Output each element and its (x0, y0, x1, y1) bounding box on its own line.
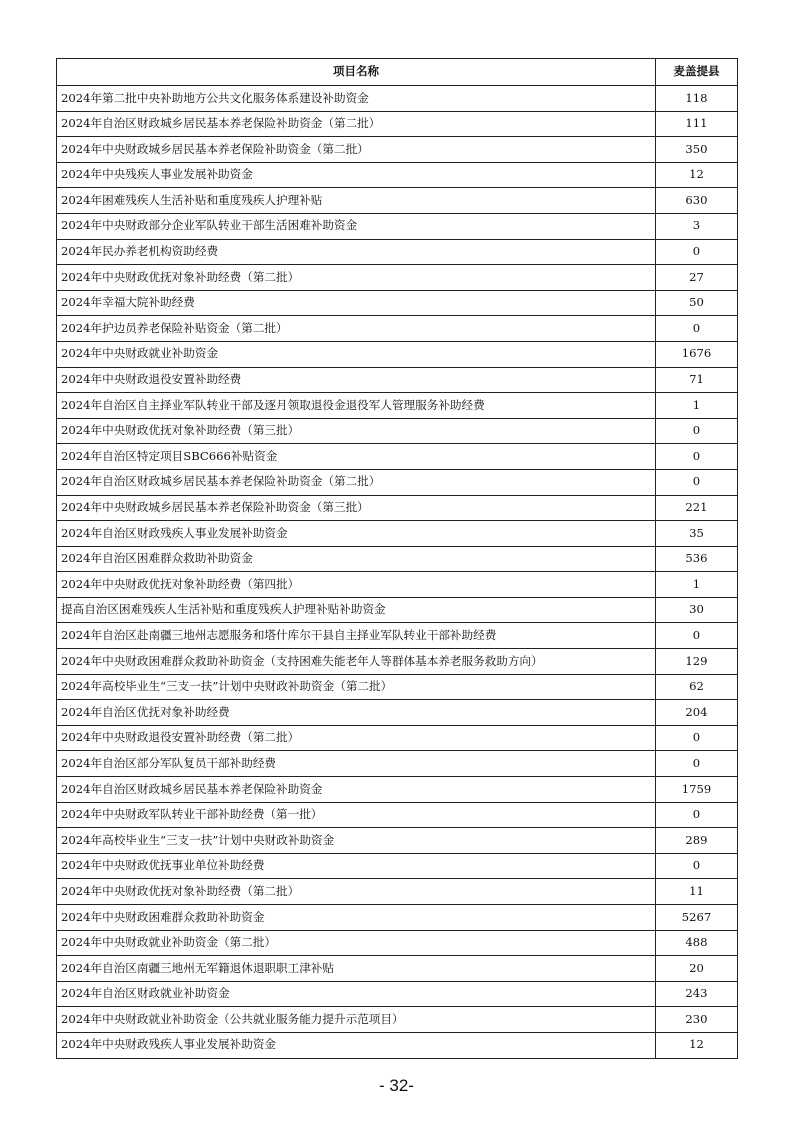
project-name-cell: 2024年困难残疾人生活补贴和重度残疾人护理补贴 (57, 188, 656, 214)
amount-cell: 243 (656, 981, 738, 1007)
project-name-cell: 2024年护边员养老保险补贴资金（第二批） (57, 316, 656, 342)
table-row (57, 265, 738, 291)
project-name-cell: 2024年自治区财政城乡居民基本养老保险补助资金（第二批） (57, 111, 656, 137)
table-row (57, 1007, 738, 1033)
amount-cell: 221 (656, 495, 738, 521)
table-row (57, 981, 738, 1007)
table-row (57, 572, 738, 598)
amount-cell: 30 (656, 597, 738, 623)
amount-cell: 50 (656, 290, 738, 316)
table-row (57, 444, 738, 470)
table-row (57, 316, 738, 342)
table-row (57, 188, 738, 214)
amount-cell: 1759 (656, 777, 738, 803)
table-row (57, 649, 738, 675)
project-name-cell: 2024年自治区困难群众救助补助资金 (57, 546, 656, 572)
project-name-cell: 2024年中央财政就业补助资金（第二批） (57, 930, 656, 956)
table-row (57, 213, 738, 239)
amount-cell: 1 (656, 572, 738, 598)
amount-cell: 0 (656, 316, 738, 342)
amount-cell: 350 (656, 137, 738, 163)
project-name-cell: 2024年中央财政困难群众救助补助资金（支持困难失能老年人等群体基本养老服务救助方向） (57, 649, 656, 675)
project-name-cell: 2024年中央财政退役安置补助经费（第二批） (57, 725, 656, 751)
project-name-cell: 2024年中央财政困难群众救助补助资金 (57, 905, 656, 931)
amount-cell: 118 (656, 86, 738, 112)
amount-cell: 536 (656, 546, 738, 572)
table-row (57, 469, 738, 495)
amount-cell: 0 (656, 418, 738, 444)
project-name-cell: 2024年中央财政优抚对象补助经费（第四批） (57, 572, 656, 598)
amount-cell: 11 (656, 879, 738, 905)
project-name-cell: 2024年中央财政就业补助资金（公共就业服务能力提升示范项目） (57, 1007, 656, 1033)
table-header-row (57, 59, 738, 86)
table-row (57, 239, 738, 265)
project-name-cell: 2024年中央财政优抚对象补助经费（第二批） (57, 265, 656, 291)
table-row (57, 1032, 738, 1058)
amount-cell: 27 (656, 265, 738, 291)
page-number: - 32- (379, 1076, 414, 1095)
amount-cell: 630 (656, 188, 738, 214)
fund-allocation-table (56, 58, 738, 1059)
table-row (57, 546, 738, 572)
project-name-cell: 2024年中央财政就业补助资金 (57, 341, 656, 367)
project-name-cell: 2024年中央财政退役安置补助经费 (57, 367, 656, 393)
column-header-county: 麦盖提县 (656, 59, 738, 86)
amount-cell: 1676 (656, 341, 738, 367)
project-name-cell: 2024年中央残疾人事业发展补助资金 (57, 162, 656, 188)
table-row (57, 111, 738, 137)
amount-cell: 129 (656, 649, 738, 675)
amount-cell: 12 (656, 1032, 738, 1058)
table-row (57, 674, 738, 700)
amount-cell: 0 (656, 802, 738, 828)
project-name-cell: 提高自治区困难残疾人生活补贴和重度残疾人护理补贴补助资金 (57, 597, 656, 623)
table-row (57, 597, 738, 623)
project-name-cell: 2024年自治区南疆三地州无军籍退休退职职工津补贴 (57, 956, 656, 982)
table-row (57, 930, 738, 956)
table-row (57, 290, 738, 316)
table-row (57, 137, 738, 163)
table-row (57, 879, 738, 905)
project-name-cell: 2024年民办养老机构资助经费 (57, 239, 656, 265)
project-name-cell: 2024年自治区部分军队复员干部补助经费 (57, 751, 656, 777)
table-row (57, 623, 738, 649)
table-row (57, 341, 738, 367)
project-name-cell: 2024年自治区财政残疾人事业发展补助资金 (57, 521, 656, 547)
project-name-cell: 2024年自治区财政城乡居民基本养老保险补助资金（第二批） (57, 469, 656, 495)
amount-cell: 488 (656, 930, 738, 956)
project-name-cell: 2024年第二批中央补助地方公共文化服务体系建设补助资金 (57, 86, 656, 112)
table-row (57, 393, 738, 419)
amount-cell: 20 (656, 956, 738, 982)
amount-cell: 111 (656, 111, 738, 137)
amount-cell: 0 (656, 751, 738, 777)
table-row (57, 777, 738, 803)
project-name-cell: 2024年高校毕业生“三支一扶”计划中央财政补助资金（第二批） (57, 674, 656, 700)
table-row (57, 725, 738, 751)
table-row (57, 828, 738, 854)
table-row (57, 751, 738, 777)
project-name-cell: 2024年中央财政军队转业干部补助经费（第一批） (57, 802, 656, 828)
project-name-cell: 2024年自治区特定项目SBC666补贴资金 (57, 444, 656, 470)
amount-cell: 62 (656, 674, 738, 700)
project-name-cell: 2024年中央财政部分企业军队转业干部生活困难补助资金 (57, 213, 656, 239)
table-row (57, 700, 738, 726)
project-name-cell: 2024年自治区优抚对象补助经费 (57, 700, 656, 726)
amount-cell: 5267 (656, 905, 738, 931)
table-row (57, 86, 738, 112)
project-name-cell: 2024年中央财政优抚事业单位补助经费 (57, 853, 656, 879)
project-name-cell: 2024年自治区赴南疆三地州志愿服务和塔什库尔干县自主择业军队转业干部补助经费 (57, 623, 656, 649)
project-name-cell: 2024年自治区财政就业补助资金 (57, 981, 656, 1007)
project-name-cell: 2024年中央财政残疾人事业发展补助资金 (57, 1032, 656, 1058)
amount-cell: 3 (656, 213, 738, 239)
amount-cell: 230 (656, 1007, 738, 1033)
project-name-cell: 2024年中央财政城乡居民基本养老保险补助资金（第三批） (57, 495, 656, 521)
amount-cell: 0 (656, 444, 738, 470)
table-row (57, 853, 738, 879)
project-name-cell: 2024年中央财政优抚对象补助经费（第三批） (57, 418, 656, 444)
amount-cell: 0 (656, 725, 738, 751)
amount-cell: 289 (656, 828, 738, 854)
table-row (57, 418, 738, 444)
table-row (57, 956, 738, 982)
project-name-cell: 2024年高校毕业生“三支一扶”计划中央财政补助资金 (57, 828, 656, 854)
project-name-cell: 2024年中央财政优抚对象补助经费（第二批） (57, 879, 656, 905)
table-row (57, 367, 738, 393)
project-name-cell: 2024年自治区财政城乡居民基本养老保险补助资金 (57, 777, 656, 803)
project-name-cell: 2024年自治区自主择业军队转业干部及逐月领取退役金退役军人管理服务补助经费 (57, 393, 656, 419)
amount-cell: 0 (656, 623, 738, 649)
table-row (57, 162, 738, 188)
amount-cell: 12 (656, 162, 738, 188)
table-row (57, 905, 738, 931)
table-row (57, 802, 738, 828)
column-header-project-name: 项目名称 (57, 59, 656, 86)
amount-cell: 0 (656, 469, 738, 495)
amount-cell: 0 (656, 239, 738, 265)
project-name-cell: 2024年中央财政城乡居民基本养老保险补助资金（第二批） (57, 137, 656, 163)
amount-cell: 0 (656, 853, 738, 879)
amount-cell: 204 (656, 700, 738, 726)
project-name-cell: 2024年幸福大院补助经费 (57, 290, 656, 316)
table-body (57, 86, 738, 1059)
amount-cell: 71 (656, 367, 738, 393)
table-row (57, 495, 738, 521)
table-row (57, 521, 738, 547)
amount-cell: 1 (656, 393, 738, 419)
amount-cell: 35 (656, 521, 738, 547)
